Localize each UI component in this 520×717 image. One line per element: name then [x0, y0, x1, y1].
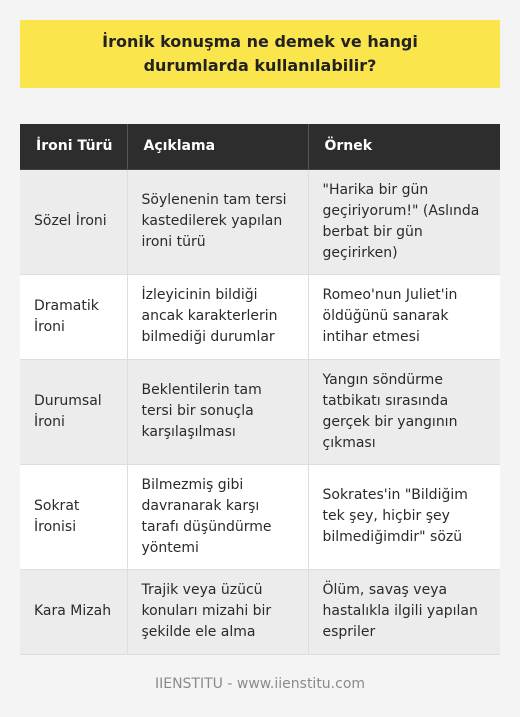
- cell-irony-type: Sözel İroni: [20, 169, 127, 274]
- cell-example: Yangın söndürme tatbikatı sırasında gerçek bir yangının çıkması: [308, 359, 500, 464]
- cell-description: Trajik veya üzücü konuları mizahi bir şekilde ele alma: [127, 569, 308, 654]
- cell-description: Söylenenin tam tersi kastedilerek yapılan ironi türü: [127, 169, 308, 274]
- table-row: [20, 569, 500, 654]
- cell-description: Beklentilerin tam tersi bir sonuçla karşılaşılması: [127, 359, 308, 464]
- cell-example: Ölüm, savaş veya hastalıkla ilgili yapılan espriler: [308, 569, 500, 654]
- title-banner: [20, 20, 500, 88]
- table-row: [20, 359, 500, 464]
- table-row: [20, 464, 500, 569]
- cell-description: Bilmezmiş gibi davranarak karşı tarafı düşündürme yöntemi: [127, 464, 308, 569]
- footer-credit: IIENSTITU - www.iienstitu.com: [154, 676, 366, 692]
- cell-irony-type: Durumsal İroni: [20, 359, 127, 464]
- page-title: İronik konuşma ne demek ve hangi durumlarda kullanılabilir?: [102, 32, 418, 75]
- table-row: [20, 169, 500, 274]
- column-header-type: İroni Türü: [20, 124, 127, 169]
- cell-irony-type: Dramatik İroni: [20, 274, 127, 359]
- column-header-example: Örnek: [308, 124, 500, 169]
- cell-example: Sokrates'in "Bildiğim tek şey, hiçbir şey bilmediğimdir" sözü: [308, 464, 500, 569]
- column-header-description: Açıklama: [127, 124, 308, 169]
- cell-description: İzleyicinin bildiği ancak karakterlerin bilmediği durumlar: [127, 274, 308, 359]
- cell-irony-type: Kara Mizah: [20, 569, 127, 654]
- table-row: [20, 274, 500, 359]
- cell-example: Romeo'nun Juliet'in öldüğünü sanarak intihar etmesi: [308, 274, 500, 359]
- irony-types-table: [20, 124, 500, 655]
- table-header-row: [20, 124, 500, 169]
- cell-irony-type: Sokrat İronisi: [20, 464, 127, 569]
- cell-example: "Harika bir gün geçiriyorum!" (Aslında berbat bir gün geçirirken): [308, 169, 500, 274]
